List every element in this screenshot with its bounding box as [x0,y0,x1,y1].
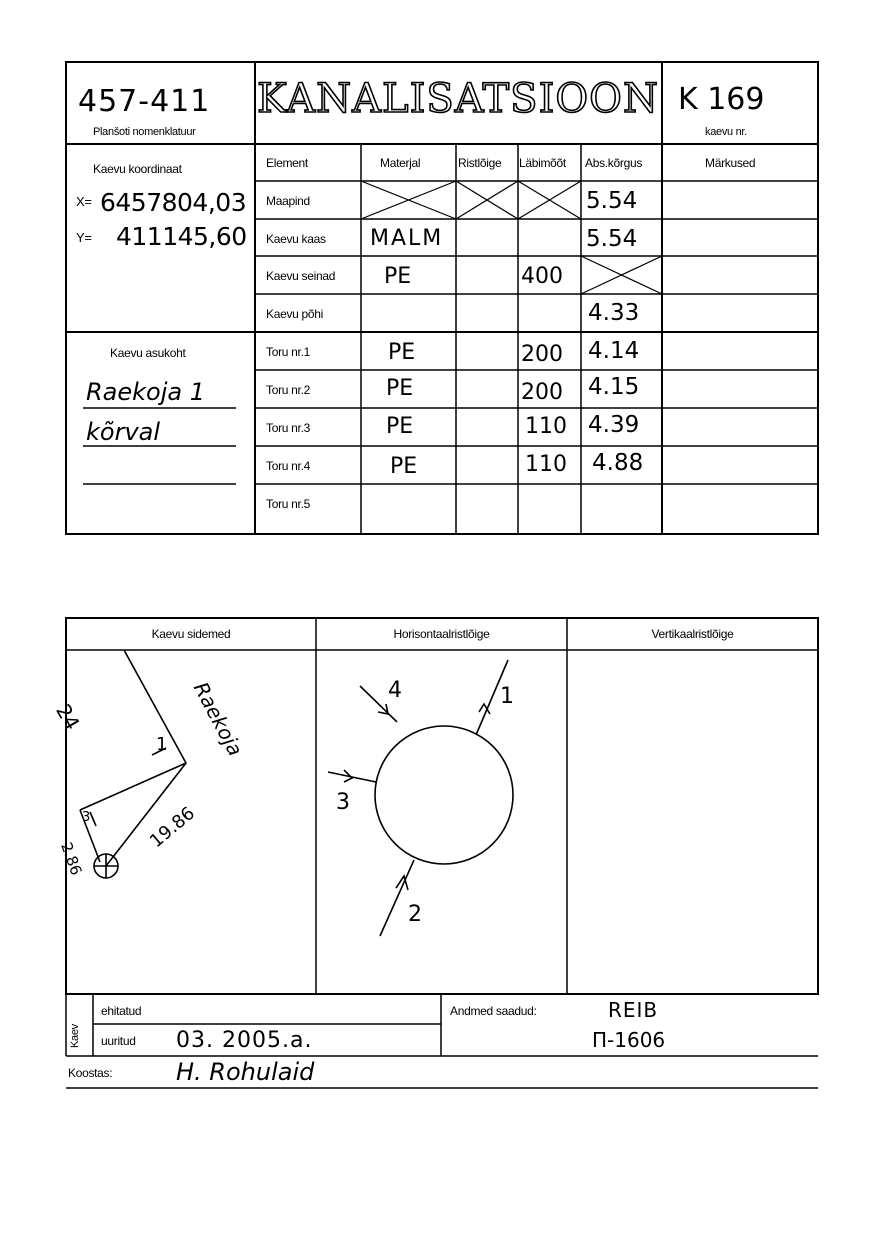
col-header-element: Element [266,156,308,170]
pipe1-elevation: 4.14 [588,338,640,364]
ties-header: Kaevu sidemed [151,627,231,641]
horizontal-section-header: Horisontaalristlõige [393,627,490,641]
row-label-pipe5: Toru nr.5 [266,497,310,511]
row-label-pipe2: Toru nr.2 [266,383,310,397]
ties-street-label: Raekoja [188,678,248,760]
row-label-ground: Maapind [266,194,310,208]
ties-distance-main: 19.86 [146,802,199,853]
pipe1-diameter: 200 [521,342,563,367]
location-line1: Raekoja 1 [86,378,206,406]
coordinates-label: Kaevu koordinaat [93,162,182,176]
row-label-walls: Kaevu seinad [266,269,336,283]
walls-material: PE [384,264,412,289]
bottom-elevation: 4.33 [588,300,640,326]
nomenclature-value: 457-411 [78,84,211,119]
lid-elevation: 5.54 [586,226,638,252]
col-header-crosssection: Ristlõige [458,156,502,170]
well-number-value: K 169 [678,82,765,117]
ties-drawing [80,650,186,878]
pipe-label-4: 4 [388,678,402,703]
pipe3-elevation: 4.39 [588,412,640,438]
built-label: ehitatud [101,1004,142,1018]
data-from-label: Andmed saadud: [450,1004,537,1018]
horizontal-section-drawing [328,660,513,936]
ties-distance-top: 24 [51,700,85,735]
row-label-pipe4: Toru nr.4 [266,459,310,473]
x-prefix: X= [76,194,92,209]
pipe1-material: PE [388,340,416,365]
page-title: KANALISATSIOON [257,76,659,122]
row-label-pipe1: Toru nr.1 [266,345,310,359]
pipe4-elevation: 4.88 [592,450,644,476]
compiled-value: H. Rohulaid [176,1058,315,1086]
pipe4-diameter: 110 [525,452,567,477]
measured-label: uuritud [101,1034,136,1048]
location-line2: kõrval [86,418,161,446]
col-header-material: Materjal [380,156,421,170]
row-label-lid: Kaevu kaas [266,232,326,246]
pipe3-diameter: 110 [525,414,567,439]
vertical-section-header: Vertikaalristlõige [651,627,734,641]
col-header-notes: Märkused [705,156,756,170]
x-coordinate: 6457804,03 [100,188,247,217]
pipe2-elevation: 4.15 [588,374,640,400]
nomenclature-label: Planšoti nomenklatuur [93,126,196,138]
pipe2-diameter: 200 [521,380,563,405]
ties-small-label: 3 [82,810,91,825]
ties-corner-label: 1 [156,734,168,755]
y-prefix: Y= [76,230,92,245]
pipe-label-3: 3 [336,790,350,815]
pipe4-material: PE [390,454,418,479]
row-label-bottom: Kaevu põhi [266,307,324,321]
well-number-label: kaevu nr. [705,126,747,138]
footer-side-label: Kaev [69,1024,81,1048]
y-coordinate: 411145,60 [116,222,247,251]
row-label-pipe3: Toru nr.3 [266,421,310,435]
ties-distance-short: 2.86 [57,840,86,878]
location-label: Kaevu asukoht [110,346,186,360]
data-from-value2: Π-1606 [592,1028,666,1052]
measured-value: 03. 2005.a. [176,1028,313,1053]
lid-material: MALM [370,226,444,251]
data-from-value1: REIB [608,998,659,1022]
pipe2-material: PE [386,376,414,401]
compiled-label: Koostas: [68,1066,113,1080]
pipe3-material: PE [386,414,414,439]
pipe-label-1: 1 [500,684,514,709]
ground-elevation: 5.54 [586,188,638,214]
pipe-label-2: 2 [408,902,422,927]
col-header-diameter: Läbimõõt [519,156,566,170]
walls-diameter: 400 [521,264,563,289]
col-header-elevation: Abs.kõrgus [585,156,643,170]
